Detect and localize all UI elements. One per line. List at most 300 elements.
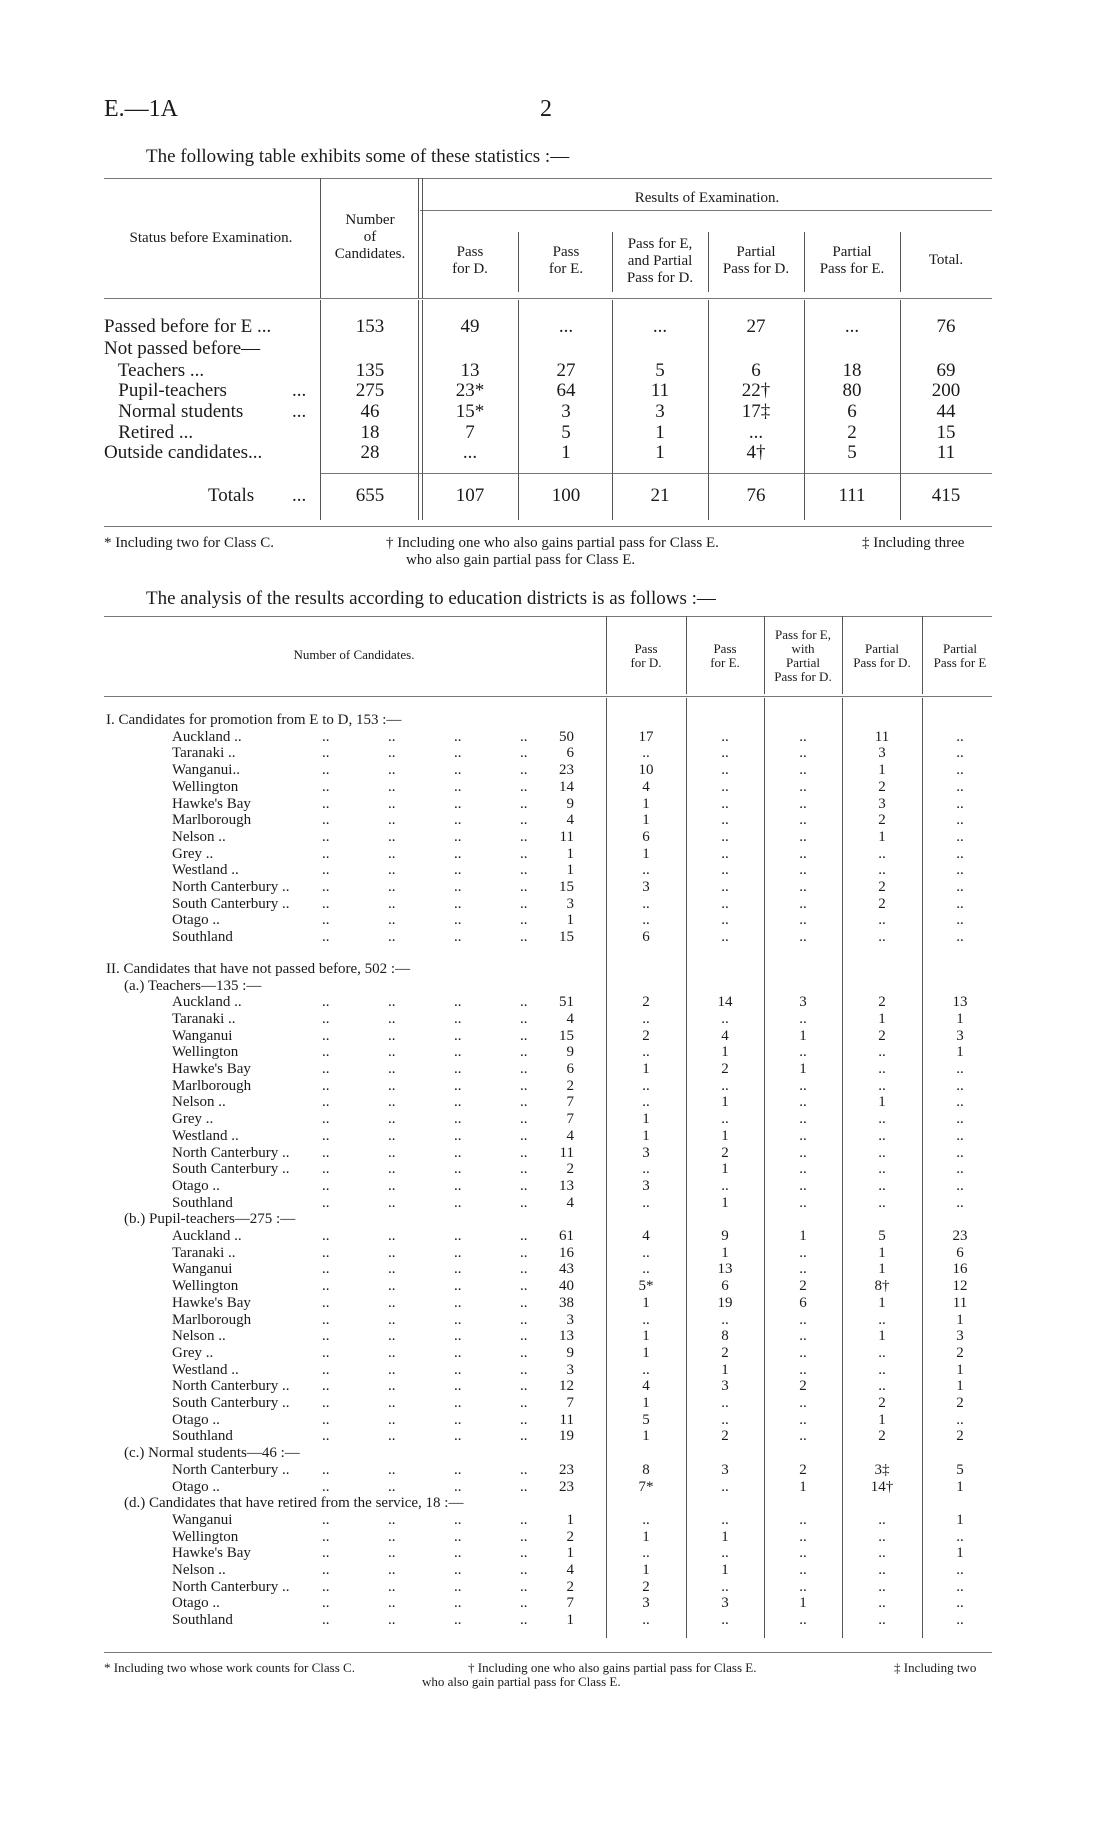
table1-col-divider — [612, 300, 613, 520]
table2-candidates-count: 40 — [559, 1278, 574, 1295]
table2-district-label: Wanganui — [172, 1261, 233, 1278]
table2-cell: .. — [799, 828, 807, 845]
table2-cell: .. — [799, 1344, 807, 1361]
leader-dots: .. — [388, 1361, 396, 1378]
table2-district-label: Westland .. — [172, 862, 239, 879]
table2-candidates-count: 1 — [566, 1612, 574, 1629]
table1-cell: 44 — [936, 401, 956, 422]
leader-dots: .. — [388, 728, 396, 745]
leader-dots: .. — [520, 1545, 528, 1562]
leader-dots: .. — [454, 1127, 462, 1144]
table2-cell: .. — [956, 1111, 964, 1128]
table2-cell: 3 — [956, 1328, 964, 1345]
leader-dots: .. — [388, 895, 396, 912]
leader-dots: .. — [454, 1411, 462, 1428]
table2-district-label: North Canterbury .. — [172, 1578, 290, 1595]
table2-cell: 1 — [721, 1094, 729, 1111]
leader-dots: .. — [388, 1328, 396, 1345]
table1-col-divider — [418, 300, 419, 520]
table2-col-divider — [922, 698, 923, 1638]
table2-cell: 1 — [721, 1528, 729, 1545]
table2-cell: .. — [721, 879, 729, 895]
leader-dots: .. — [520, 1311, 528, 1328]
table2-cell: 1 — [956, 1010, 964, 1027]
leader-dots: .. — [322, 1578, 330, 1595]
table2-cell: .. — [956, 1127, 964, 1144]
leader-dots: .. — [388, 1411, 396, 1428]
table1-cell: 13 — [460, 360, 480, 381]
table2-cell: .. — [721, 745, 729, 762]
table1-cell: 22† — [741, 380, 771, 401]
header-line: for E. — [710, 655, 740, 670]
leader-dots: .. — [388, 828, 396, 845]
table2-candidates-count: 7 — [566, 1111, 574, 1128]
leader-dots: .. — [388, 1194, 396, 1211]
leader-dots: .. — [322, 1111, 330, 1128]
table2-district-label: Southland — [172, 1612, 233, 1629]
table2-cell: .. — [878, 1344, 886, 1361]
leader-dots: .. — [322, 1478, 330, 1495]
table2-candidates-count: 1 — [566, 912, 574, 929]
table2-cell: .. — [878, 1061, 886, 1078]
leader-dots: .. — [454, 1612, 462, 1629]
table2-district-label: Wellington — [172, 778, 239, 795]
table2-cell: .. — [721, 1511, 729, 1528]
leader-dots: .. — [388, 1344, 396, 1361]
table2-candidates-count: 61 — [559, 1228, 574, 1245]
table2-cell: 2 — [799, 1378, 807, 1395]
table2-cell: .. — [642, 912, 650, 929]
table2-district-label: Auckland .. — [172, 728, 242, 745]
table2-cell: .. — [799, 1010, 807, 1027]
table2-district-label: Marlborough — [172, 812, 252, 829]
table2-cell: 2 — [878, 879, 886, 895]
table2-cell: 1 — [642, 1528, 650, 1545]
table2-cell: .. — [878, 1528, 886, 1545]
table2-subsection-heading: (c.) Normal students—46 :— — [124, 1445, 300, 1462]
table2-section-heading: I. Candidates for promotion from E to D, 153 :— — [106, 712, 402, 728]
table2-cell: .. — [721, 912, 729, 929]
table1-cell: ... — [462, 442, 478, 463]
table2-cell: 1 — [799, 1027, 807, 1044]
table2-cell: .. — [799, 895, 807, 912]
leader-dots: .. — [454, 994, 462, 1011]
leader-dots: .. — [388, 1061, 396, 1078]
table2-cell: 3 — [878, 795, 886, 812]
leader-dots: .. — [454, 1261, 462, 1278]
leader-dots: .. — [520, 879, 528, 895]
header-line: for D. — [452, 261, 488, 277]
header-line: for E. — [548, 261, 584, 277]
table2-cell: .. — [799, 728, 807, 745]
header-line: Pass for E, — [627, 236, 693, 252]
leader-dots: .. — [388, 1161, 396, 1178]
table2-cell: 1 — [642, 845, 650, 862]
table2-district-label: South Canterbury .. — [172, 895, 290, 912]
leader-dots: .. — [388, 778, 396, 795]
table1-cell: 28 — [360, 442, 380, 463]
table1-cell: 7 — [465, 422, 475, 443]
table2-candidates-count: 1 — [566, 1545, 574, 1562]
table2-cell: .. — [721, 778, 729, 795]
table2-cell: .. — [878, 845, 886, 862]
leader-dots: .. — [520, 1294, 528, 1311]
table2-candidates-count: 6 — [566, 745, 574, 762]
table2-cell: 1 — [642, 1344, 650, 1361]
leader-dots: .. — [388, 845, 396, 862]
leader-dots: .. — [454, 1361, 462, 1378]
leader-dots: .. — [388, 1595, 396, 1612]
table2-district-label: North Canterbury .. — [172, 1461, 290, 1478]
table1-cell: 5 — [655, 360, 665, 381]
table2-district-label: Otago .. — [172, 1595, 220, 1612]
leader-dots: .. — [520, 1411, 528, 1428]
table2-cell: .. — [878, 1077, 886, 1094]
table2-cell: 1 — [721, 1361, 729, 1378]
table1-row-label: Retired ... — [104, 422, 194, 443]
table2-cell: 3 — [721, 1378, 729, 1395]
table2-district-label: Auckland .. — [172, 1228, 242, 1245]
leader-dots: .. — [454, 728, 462, 745]
table2-cell: .. — [878, 1161, 886, 1178]
table2-district-label: North Canterbury .. — [172, 879, 290, 895]
table2-cell: .. — [956, 828, 964, 845]
table2-cell: .. — [799, 1261, 807, 1278]
table2-district-label: Otago .. — [172, 912, 220, 929]
table2-candidates-count: 16 — [559, 1244, 574, 1261]
table2-cell: .. — [956, 895, 964, 912]
table2-candidates-count: 15 — [559, 929, 574, 946]
table2-col-divider — [686, 698, 687, 1638]
table2-cell: .. — [799, 845, 807, 862]
table2-cell: 1 — [721, 1244, 729, 1261]
table2-cell: .. — [956, 1562, 964, 1579]
intro-statistics: The following table exhibits some of these statistics :— — [146, 146, 570, 167]
table2-col-divider — [842, 698, 843, 1638]
table2-col-header — [606, 642, 686, 670]
table2-district-label: Hawke's Bay — [172, 1061, 251, 1078]
table2-cell: 3 — [799, 994, 807, 1011]
table2-cell: 1 — [642, 1395, 650, 1412]
table2-cell: .. — [799, 1194, 807, 1211]
table1-top-rule — [104, 178, 992, 179]
table1-head-rule — [104, 298, 992, 299]
table2-district-label: Nelson .. — [172, 1562, 226, 1579]
table2-district-label: South Canterbury .. — [172, 1161, 290, 1178]
header-line: Total. — [928, 252, 964, 268]
leader-dots: .. — [454, 1562, 462, 1579]
leader-dots: .. — [520, 1461, 528, 1478]
table2-cell: .. — [721, 1111, 729, 1128]
table2-district-label: Taranaki .. — [172, 1244, 236, 1261]
table2-district-label: Taranaki .. — [172, 1010, 236, 1027]
leader-dots: .. — [520, 1094, 528, 1111]
header-line: Number — [345, 212, 395, 228]
table2-cell: 1 — [878, 762, 886, 779]
leader-dots: .. — [388, 1261, 396, 1278]
table1-group-rule — [420, 210, 992, 211]
table1-col-divider — [708, 300, 709, 520]
table1-col-header — [898, 252, 994, 269]
leader-dots: .. — [322, 1010, 330, 1027]
leader-dots: .. — [388, 1528, 396, 1545]
table2-cell: 11 — [874, 728, 890, 745]
table2-district-label: Wanganui — [172, 1511, 233, 1528]
table2-cell: 6 — [642, 828, 650, 845]
table1-cell: 3 — [561, 401, 571, 422]
table1-group-title: Results of Examination. — [634, 190, 780, 206]
leader-dots: .. — [388, 745, 396, 762]
table2-cell: .. — [878, 1511, 886, 1528]
table1-cell: ... — [844, 316, 860, 337]
leader-dots: .. — [388, 1111, 396, 1128]
page-number: 2 — [540, 96, 552, 122]
table1-col-divider — [320, 178, 321, 298]
table2-cell: 13 — [952, 994, 968, 1011]
table1-cell: 18 — [842, 360, 862, 381]
table2-cell: .. — [642, 1044, 650, 1061]
table2-cell: 4 — [642, 778, 650, 795]
table2-cell: .. — [878, 1545, 886, 1562]
header-line: with — [791, 641, 815, 656]
leader-dots: .. — [322, 1194, 330, 1211]
table1-cell: 27 — [746, 316, 766, 337]
leader-dots: .. — [388, 1511, 396, 1528]
table2-cell: .. — [799, 1428, 807, 1445]
table2-cell: .. — [956, 1061, 964, 1078]
footnote-dagger: † Including one who also gains partial pass for Class E. — [386, 535, 719, 551]
table2-cell: .. — [799, 1044, 807, 1061]
table2-header-number: Number of Candidates. — [293, 647, 415, 662]
table2-candidates-count: 3 — [566, 895, 574, 912]
leader-dots: .. — [454, 879, 462, 895]
table1-cell: 3 — [655, 401, 665, 422]
table2-cell: 12 — [952, 1278, 968, 1295]
table2-candidates-count: 3 — [566, 1361, 574, 1378]
table2-cell: .. — [956, 1612, 964, 1629]
leader-dots: .. — [520, 912, 528, 929]
leader-dots: .. — [520, 1511, 528, 1528]
table2-cell: .. — [642, 1194, 650, 1211]
table2-district-label: Taranaki .. — [172, 745, 236, 762]
table1-total-cell: 111 — [838, 485, 866, 506]
table2-top-rule — [104, 616, 992, 617]
leader-dots: .. — [388, 1177, 396, 1194]
header-line: Pass for D. — [853, 655, 911, 670]
header-line: Partial — [832, 244, 872, 260]
table2-candidates-count: 1 — [566, 1511, 574, 1528]
table2-cell: .. — [799, 1144, 807, 1161]
leader-dots: .. — [388, 1428, 396, 1445]
table2-cell: .. — [721, 1478, 729, 1495]
table2-candidates-count: 23 — [559, 1461, 574, 1478]
table2-cell: 16 — [952, 1261, 968, 1278]
table2-cell: 3 — [721, 1461, 729, 1478]
table2-cell: .. — [799, 1311, 807, 1328]
leader-dots: .. — [388, 1562, 396, 1579]
leader-dots: .. — [322, 1261, 330, 1278]
table2-cell: 1 — [878, 1094, 886, 1111]
table1-row-label: Passed before for E ... — [104, 316, 272, 337]
table2-cell: 1 — [878, 1294, 886, 1311]
table2-cell: 1 — [642, 1111, 650, 1128]
header-line: of — [363, 229, 377, 245]
table1-cell: 135 — [355, 360, 385, 381]
leader-dots: .. — [322, 762, 330, 779]
table1-cell: ... — [748, 422, 764, 443]
leader-dots: .. — [322, 1127, 330, 1144]
table1-row-label: Pupil-teachers — [104, 380, 227, 401]
leader-dots: .. — [388, 862, 396, 879]
table2-cell: 1 — [878, 1411, 886, 1428]
table2-col-header — [920, 642, 1000, 670]
table2-subsection-heading: (d.) Candidates that have retired from the service, 18 :— — [124, 1495, 464, 1512]
leader-dots: .. — [322, 1545, 330, 1562]
table1-cell: 15* — [455, 401, 485, 422]
table2-cell: 1 — [799, 1595, 807, 1612]
table2-cell: 1 — [642, 1294, 650, 1311]
table2-cell: 1 — [721, 1194, 729, 1211]
table2-cell: .. — [878, 1578, 886, 1595]
header-line: Pass — [634, 641, 658, 656]
table2-candidates-count: 7 — [566, 1395, 574, 1412]
leader-dots: .. — [454, 745, 462, 762]
leader-dots: .. — [454, 1294, 462, 1311]
leader-dots: .. — [520, 828, 528, 845]
table2-cell: 2 — [878, 1395, 886, 1412]
leader-dots: .. — [520, 1261, 528, 1278]
table2-cell: .. — [721, 895, 729, 912]
table1-cell: 18 — [360, 422, 380, 443]
table2-cell: .. — [642, 1077, 650, 1094]
table1-bottom-rule — [104, 526, 992, 527]
table2-district-label: Nelson .. — [172, 1094, 226, 1111]
leader-dots: .. — [520, 1194, 528, 1211]
leader-dots: .. — [322, 745, 330, 762]
table2-cell: .. — [799, 1578, 807, 1595]
table2-district-label: Hawke's Bay — [172, 795, 251, 812]
table2-candidates-count: 15 — [559, 879, 574, 895]
leader-dots: .. — [454, 1177, 462, 1194]
table2-cell: 1 — [956, 1478, 964, 1495]
table2-cell: 1 — [878, 1261, 886, 1278]
leader-dots: .. — [388, 1228, 396, 1245]
table2-cell: .. — [721, 1411, 729, 1428]
table2-cell: .. — [799, 1328, 807, 1345]
table1-col-header — [518, 244, 614, 278]
table2-cell: .. — [642, 1261, 650, 1278]
footnote2-dagger: † Including one who also gains partial pass for Class E. — [468, 1660, 757, 1675]
table2-district-label: Otago .. — [172, 1177, 220, 1194]
table2-head-rule — [104, 696, 992, 697]
table2-cell: .. — [878, 862, 886, 879]
table2-cell: .. — [799, 1111, 807, 1128]
table2-candidates-count: 38 — [559, 1294, 574, 1311]
leader-dots: .. — [388, 912, 396, 929]
leader-dots: .. — [454, 1010, 462, 1027]
leader-dots: .. — [322, 1511, 330, 1528]
leader-dots: .. — [388, 795, 396, 812]
leader-dots: ... — [292, 380, 307, 401]
table2-subsection-heading: (b.) Pupil-teachers—275 :— — [124, 1211, 296, 1228]
leader-dots: .. — [322, 994, 330, 1011]
table2-cell: 1 — [799, 1228, 807, 1245]
table2-cell: 3 — [642, 1595, 650, 1612]
table2-candidates-count: 4 — [566, 1562, 574, 1579]
leader-dots: .. — [520, 1395, 528, 1412]
table1-row-label: Outside candidates... — [104, 442, 263, 463]
table2-cell: 1 — [878, 828, 886, 845]
table2-cell: 2 — [642, 1578, 650, 1595]
table2-candidates-count: 1 — [566, 862, 574, 879]
table2-cell: .. — [799, 745, 807, 762]
leader-dots: .. — [520, 1228, 528, 1245]
table2-candidates-count: 14 — [559, 778, 574, 795]
table1-cell: 1 — [561, 442, 571, 463]
table2-cell: .. — [878, 929, 886, 946]
intro-analysis: The analysis of the results according to education districts is as follows :— — [146, 588, 716, 609]
table2-cell: .. — [956, 1411, 964, 1428]
table2-cell: .. — [642, 1361, 650, 1378]
leader-dots: .. — [388, 929, 396, 946]
table2-candidates-count: 13 — [559, 1177, 574, 1194]
table2-candidates-count: 11 — [559, 828, 574, 845]
table2-cell: 10 — [638, 762, 654, 779]
table2-cell: 1 — [642, 1061, 650, 1078]
leader-dots: .. — [388, 1545, 396, 1562]
table2-district-label: Marlborough — [172, 1311, 252, 1328]
table2-cell: .. — [878, 1127, 886, 1144]
table2-candidates-count: 11 — [559, 1144, 574, 1161]
table2-cell: 13 — [717, 1261, 733, 1278]
table2-cell: 14 — [717, 994, 733, 1011]
table2-cell: 6 — [956, 1244, 964, 1261]
table2-cell: .. — [878, 1562, 886, 1579]
table2-cell: 1 — [642, 795, 650, 812]
table1-header-status: Status before Examination. — [129, 230, 293, 246]
table2-cell: .. — [799, 1094, 807, 1111]
leader-dots: .. — [388, 1027, 396, 1044]
table2-candidates-count: 2 — [566, 1578, 574, 1595]
table2-district-label: North Canterbury .. — [172, 1144, 290, 1161]
table2-cell: .. — [721, 762, 729, 779]
footnote-double-dagger: ‡ Including three — [862, 535, 965, 551]
table2-cell: 1 — [956, 1511, 964, 1528]
leader-dots: .. — [388, 1461, 396, 1478]
table2-district-label: Westland .. — [172, 1127, 239, 1144]
leader-dots: .. — [322, 828, 330, 845]
leader-dots: .. — [520, 862, 528, 879]
footnote2-star: * Including two whose work counts for Class C. — [104, 1660, 355, 1675]
table2-district-label: Wellington — [172, 1278, 239, 1295]
table2-cell: .. — [642, 1545, 650, 1562]
leader-dots: .. — [454, 862, 462, 879]
table2-cell: .. — [642, 1311, 650, 1328]
table2-cell: 8 — [721, 1328, 729, 1345]
header-line: Pass — [552, 244, 580, 260]
leader-dots: .. — [520, 795, 528, 812]
table2-cell: .. — [642, 1010, 650, 1027]
leader-dots: .. — [322, 1044, 330, 1061]
table2-district-label: Southland — [172, 1428, 233, 1445]
table2-candidates-count: 6 — [566, 1061, 574, 1078]
table2-cell: .. — [721, 929, 729, 946]
leader-dots: .. — [388, 1578, 396, 1595]
table2-cell: .. — [799, 1545, 807, 1562]
table2-cell: 3 — [642, 1177, 650, 1194]
table2-district-label: Marlborough — [172, 1077, 252, 1094]
table2-candidates-count: 4 — [566, 1127, 574, 1144]
